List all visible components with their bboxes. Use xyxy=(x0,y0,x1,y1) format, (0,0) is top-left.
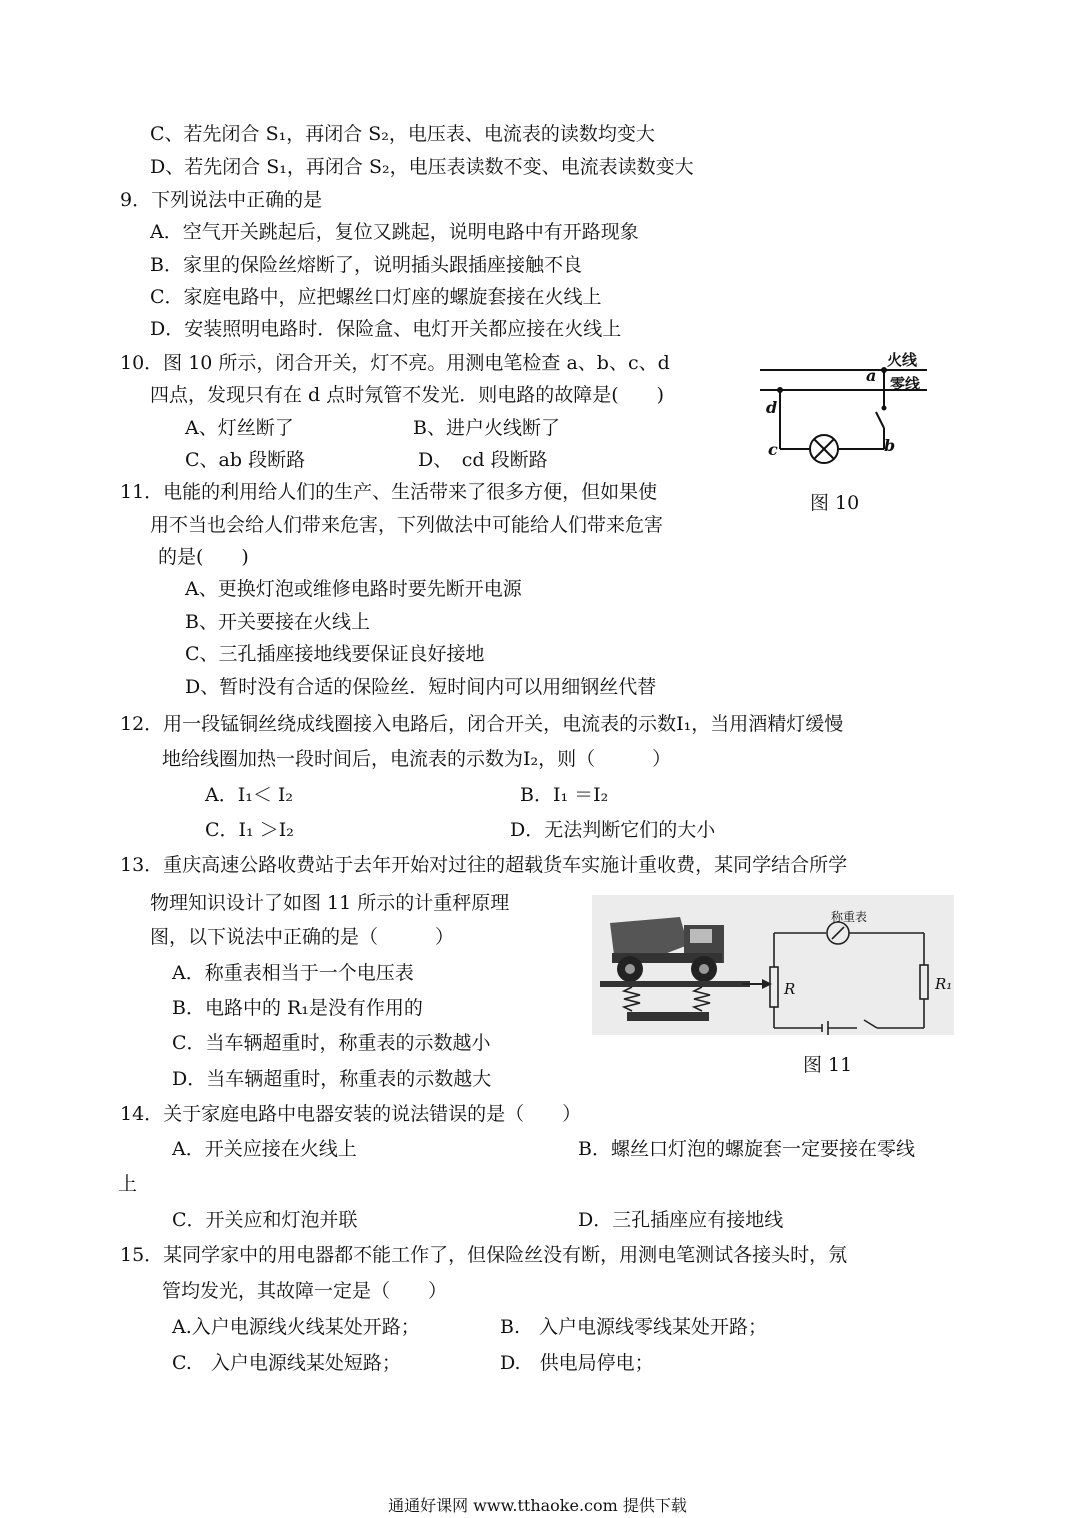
fig10-neutral-label: 零线 xyxy=(890,375,921,393)
q9-option-b: B．家里的保险丝熔断了，说明插头跟插座接触不良 xyxy=(150,254,582,276)
fig11-meter-label: 称重表 xyxy=(831,910,868,924)
q9-option-a: A．空气开关跳起后，复位又跳起，说明电路中有开路现象 xyxy=(150,221,639,243)
q12-option-a: A．I₁＜ I₂ xyxy=(205,784,294,806)
q9-stem: 9．下列说法中正确的是 xyxy=(120,189,323,211)
q15-stem-line2: 管均发光，其故障一定是（ ） xyxy=(162,1280,448,1302)
q15-option-b: B. 入户电源线零线某处开路； xyxy=(500,1316,768,1338)
q11-stem-line2: 用不当也会给人们带来危害，下列做法中可能给人们带来危害 xyxy=(150,514,664,536)
q9-option-c: C．家庭电路中，应把螺丝口灯座的螺旋套接在火线上 xyxy=(150,286,602,308)
q8-option-c: C、若先闭合 S₁，再闭合 S₂，电压表、电流表的读数均变大 xyxy=(150,123,655,145)
q11-stem-line3: 的是( ) xyxy=(158,546,249,568)
q11-option-c: C、三孔插座接地线要保证良好接地 xyxy=(185,643,485,665)
q13-option-d: D．当车辆超重时，称重表的示数越大 xyxy=(172,1068,492,1090)
fig10-point-d: d xyxy=(766,398,778,417)
fig11-r-label: R xyxy=(784,980,796,998)
q11-option-d: D、暂时没有合适的保险丝．短时间内可以用细钢丝代替 xyxy=(185,676,657,698)
q12-stem-line2: 地给线圈加热一段时间后，电流表的示数为I₂，则（ ） xyxy=(162,748,672,770)
q14-option-c: C．开关应和灯泡并联 xyxy=(172,1209,358,1231)
fig10-point-b: b xyxy=(884,436,896,455)
q11-option-a: A、更换灯泡或维修电路时要先断开电源 xyxy=(185,578,522,600)
q13-option-a: A．称重表相当于一个电压表 xyxy=(172,962,414,984)
q13-option-b: B．电路中的 R₁是没有作用的 xyxy=(172,997,423,1019)
q12-option-d: D．无法判断它们的大小 xyxy=(510,819,716,841)
q13-stem-line2: 物理知识设计了如图 11 所示的计重秤原理 xyxy=(150,892,510,914)
q8-option-d: D、若先闭合 S₁，再闭合 S₂，电压表读数不变、电流表读数变大 xyxy=(150,156,694,178)
q15-option-c: C. 入户电源线某处短路； xyxy=(172,1352,401,1374)
page-footer: 通通好课网 www.tthaoke.com 提供下载 xyxy=(388,1496,687,1515)
fig10-point-a: a xyxy=(866,366,877,385)
q14-stem: 14．关于家庭电路中电器安装的说法错误的是（ ） xyxy=(120,1103,582,1125)
q14-option-b: B．螺丝口灯泡的螺旋套一定要接在零线 xyxy=(578,1138,915,1160)
q10-stem-line2: 四点，发现只有在 d 点时氖管不发光．则电路的故障是( ) xyxy=(150,384,665,406)
fig10-live-label: 火线 xyxy=(887,351,918,369)
q12-stem-line1: 12．用一段锰铜丝绕成线圈接入电路后，闭合开关，电流表的示数I₁，当用酒精灯缓慢 xyxy=(120,713,844,735)
q14-option-b-continued: 上 xyxy=(118,1173,138,1195)
q10-option-d: D、 cd 段断路 xyxy=(418,449,548,471)
q10-option-b: B、进户火线断了 xyxy=(413,417,560,439)
q13-option-c: C．当车辆超重时，称重表的示数越小 xyxy=(172,1032,491,1054)
q15-option-a: A.入户电源线火线某处开路； xyxy=(172,1316,420,1338)
figure-10-caption: 图 10 xyxy=(810,492,860,514)
q10-option-c: C、ab 段断路 xyxy=(185,449,306,471)
q13-stem-line3: 图，以下说法中正确的是（ ） xyxy=(150,926,455,948)
q10-option-a: A、灯丝断了 xyxy=(185,417,294,439)
q15-option-d: D. 供电局停电； xyxy=(500,1352,654,1374)
fig11-r1-label: R₁ xyxy=(935,975,953,993)
fig10-point-c: c xyxy=(768,440,778,459)
q14-option-a: A．开关应接在火线上 xyxy=(172,1138,357,1160)
q9-option-d: D．安装照明电路时．保险盒、电灯开关都应接在火线上 xyxy=(150,318,622,340)
q13-stem-line1: 13．重庆高速公路收费站于去年开始对过往的超载货车实施计重收费，某同学结合所学 xyxy=(120,854,848,876)
q11-stem-line1: 11．电能的利用给人们的生产、生活带来了很多方便，但如果使 xyxy=(120,481,658,503)
figure-11-caption: 图 11 xyxy=(803,1054,853,1076)
q12-option-c: C．I₁ ＞I₂ xyxy=(205,819,294,841)
q15-stem-line1: 15．某同学家中的用电器都不能工作了，但保险丝没有断，用测电笔测试各接头时，氖 xyxy=(120,1244,848,1266)
q14-option-d: D．三孔插座应有接地线 xyxy=(578,1209,784,1231)
q12-option-b: B．I₁ ＝I₂ xyxy=(520,784,609,806)
figure-11-scale-circuit xyxy=(592,895,954,1035)
q11-option-b: B、开关要接在火线上 xyxy=(185,611,370,633)
q10-stem-line1: 10．图 10 所示，闭合开关，灯不亮。用测电笔检查 a、b、c、d xyxy=(120,352,670,374)
